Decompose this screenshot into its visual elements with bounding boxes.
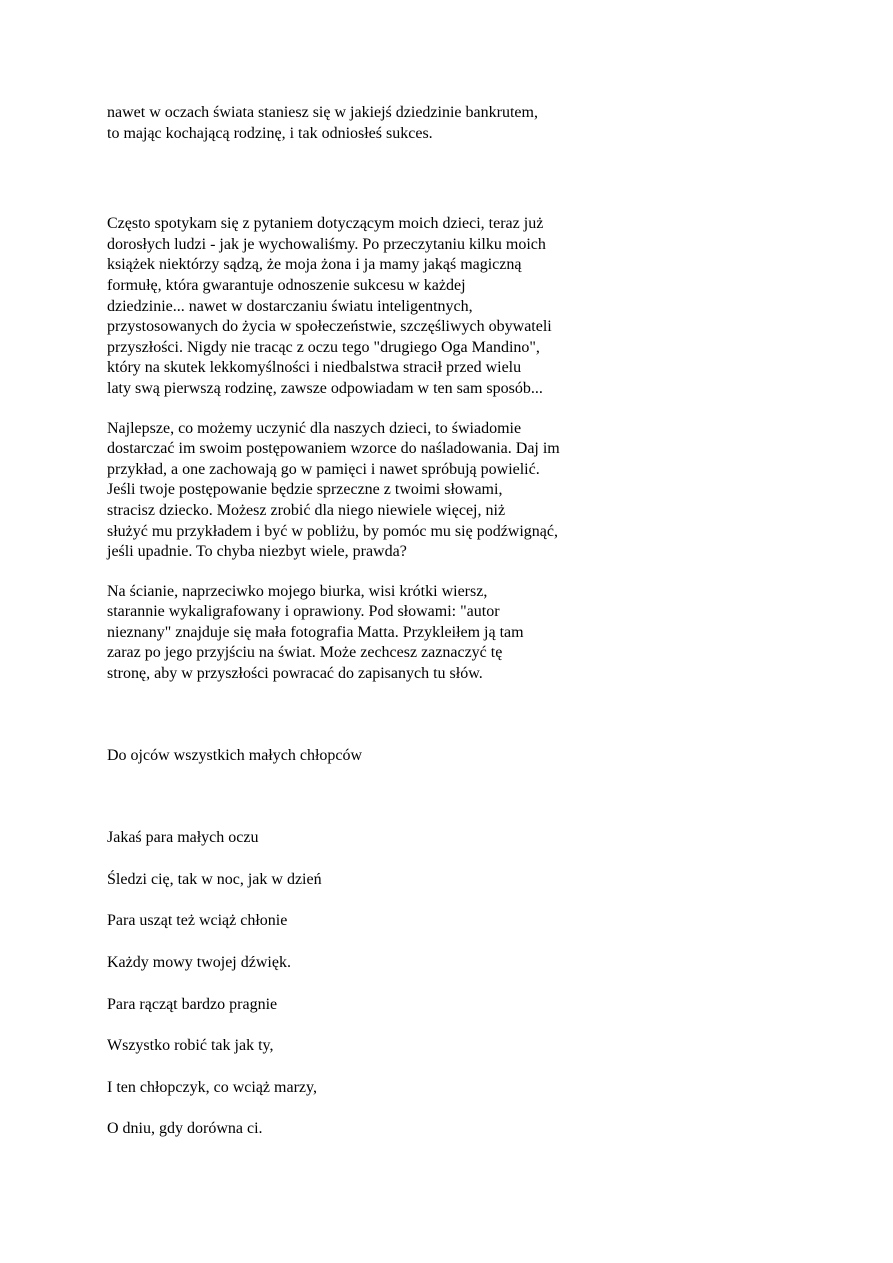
text-line: zaraz po jego przyjściu na świat. Może zechcesz zaznaczyć tę [107,644,503,662]
text-line: nieznany" znajduje się mała fotografia Matta. Przykleiłem ją tam [107,623,524,641]
document-page [107,103,667,1140]
paragraph [107,582,667,685]
paragraph [107,103,667,144]
poem-line: Para usząt też wciąż chłonie [107,912,288,930]
text-line: dziedzinie... nawet w dostarczaniu światu inteligentnych, [107,297,473,315]
poem-title: Do ojców wszystkich małych chłopców [107,746,363,764]
poem-line: Para rącząt bardzo pragnie [107,995,278,1013]
text-line: przykład, a one zachowają go w pamięci i nawet spróbują powielić. [107,460,540,478]
paragraph [107,214,667,399]
text-line: przyszłości. Nigdy nie tracąc z oczu tego "drugiego Oga Mandino", [107,338,540,356]
text-line: przystosowanych do życia w społeczeństwie, szczęśliwych obywateli [107,318,552,336]
text-line: służyć mu przykładem i być w pobliżu, by pomóc mu się podźwignąć, [107,522,559,540]
poem-line: Wszystko robić tak jak ty, [107,1037,274,1055]
poem-line: O dniu, gdy dorówna ci. [107,1120,263,1138]
text-line: stracisz dziecko. Możesz zrobić dla niego niewiele więcej, niż [107,501,506,519]
text-line: starannie wykaligrafowany i oprawiony. Pod słowami: "autor [107,603,500,621]
text-line: książek niektórzy sądzą, że moja żona i ja mamy jakąś magiczną [107,256,522,274]
text-line: jeśli upadnie. To chyba niezbyt wiele, prawda? [107,543,407,561]
text-line: Najlepsze, co możemy uczynić dla naszych dzieci, to świadomie [107,419,522,437]
text-line: który na skutek lekkomyślności i niedbalstwa stracił przed wielu [107,359,522,377]
text-line: laty swą pierwszą rodzinę, zawsze odpowiadam w ten sam sposób... [107,379,543,397]
poem-line: Śledzi cię, tak w noc, jak w dzień [107,870,322,888]
poem-line: I ten chłopczyk, co wciąż marzy, [107,1078,317,1096]
text-line: stronę, aby w przyszłości powracać do zapisanych tu słów. [107,665,483,683]
text-line: Na ścianie, naprzeciwko mojego biurka, wisi krótki wiersz, [107,582,488,600]
text-line: to mając kochającą rodzinę, i tak odniosłeś sukces. [107,124,433,142]
text-line: Często spotykam się z pytaniem dotyczącym moich dzieci, teraz już [107,215,544,233]
text-line: dostarczać im swoim postępowaniem wzorce do naśladowania. Daj im [107,440,560,458]
text-line: dorosłych ludzi - jak je wychowaliśmy. Po przeczytaniu kilku moich [107,235,546,253]
text-line: formułę, która gwarantuje odnoszenie sukcesu w każdej [107,276,466,294]
text-line: Jeśli twoje postępowanie będzie sprzeczne z twoimi słowami, [107,481,503,499]
poem-line: Jakaś para małych oczu [107,829,259,847]
text-line: nawet w oczach świata staniesz się w jakiejś dziedzinie bankrutem, [107,104,538,121]
poem-line: Każdy mowy twojej dźwięk. [107,954,291,972]
paragraph [107,419,667,563]
